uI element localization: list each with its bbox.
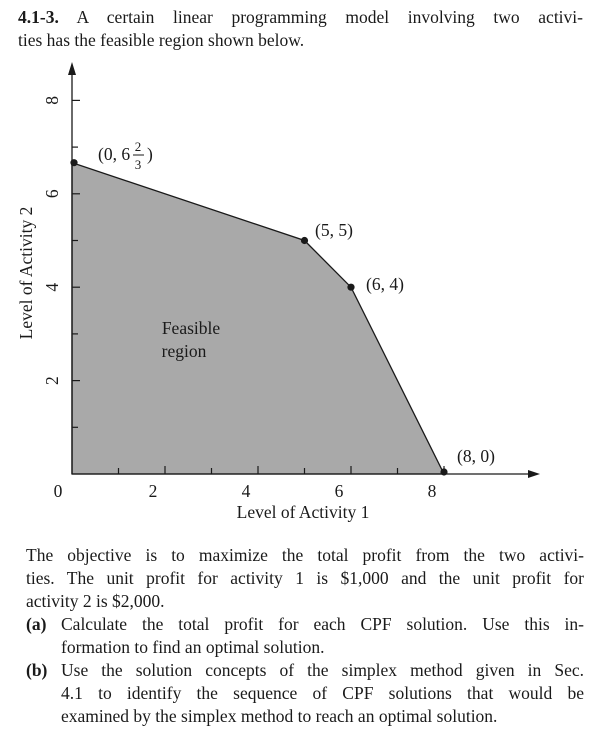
y-tick-label: 6 <box>42 189 63 199</box>
svg-text:2: 2 <box>134 139 142 154</box>
cpf-point <box>440 468 447 475</box>
vertex-label-6-4: (6, 4) <box>366 274 404 294</box>
question-b-label: (b) <box>26 660 48 680</box>
y-tick-label: 2 <box>42 376 63 385</box>
question-a: (a) Calculate the total profit for each CPF solution. Use this in- formation to find an optimal solution. <box>26 614 584 657</box>
x-tick-label: 6 <box>334 481 344 501</box>
svg-text:(0, 6: (0, 6 <box>98 144 131 164</box>
cpf-point <box>70 159 77 166</box>
cpf-point <box>347 284 354 291</box>
y-axis-arrowhead <box>68 62 76 75</box>
objective-paragraph: The objective is to maximize the total profit from the two activi- ties. The unit profit for activity 1 is $1,000 and the unit profit for activity 2 is $2,000. <box>26 545 584 611</box>
region-label-line-1: Feasible <box>161 318 221 338</box>
x-axis-title: Level of Activity 1 <box>236 502 370 522</box>
feasible-region-area <box>72 163 444 474</box>
x-axis-arrowhead <box>528 470 540 478</box>
region-label-line-2: region <box>161 341 207 361</box>
y-tick-label: 8 <box>42 96 63 105</box>
problem-intro-line-1: A certain linear programming model involving two activi- <box>76 7 583 27</box>
svg-text:): ) <box>147 144 153 164</box>
x-tick-label: 8 <box>427 481 437 501</box>
x-tick-label: 0 <box>53 481 63 501</box>
question-b: (b) Use the solution concepts of the simplex method given in Sec. 4.1 to identify the sequence of CPF solutions that would be examined by the simplex method to reach an optimal solution. <box>26 660 584 726</box>
x-tick-label: 2 <box>148 481 158 501</box>
svg-text:3: 3 <box>134 157 142 172</box>
y-tick-label: 4 <box>42 282 63 292</box>
vertex-label-8-0: (8, 0) <box>457 446 495 466</box>
problem-intro-line-2: ties has the feasible region shown below. <box>18 30 305 50</box>
question-a-label: (a) <box>26 614 47 634</box>
y-axis-title: Level of Activity 2 <box>16 206 36 340</box>
cpf-point <box>301 237 308 244</box>
problem-number: 4.1-3. <box>18 7 59 27</box>
vertex-label-0-6-two-thirds <box>98 139 153 172</box>
problem-body <box>26 544 584 728</box>
vertex-label-5-5: (5, 5) <box>315 220 353 240</box>
x-tick-label: 4 <box>241 481 251 501</box>
